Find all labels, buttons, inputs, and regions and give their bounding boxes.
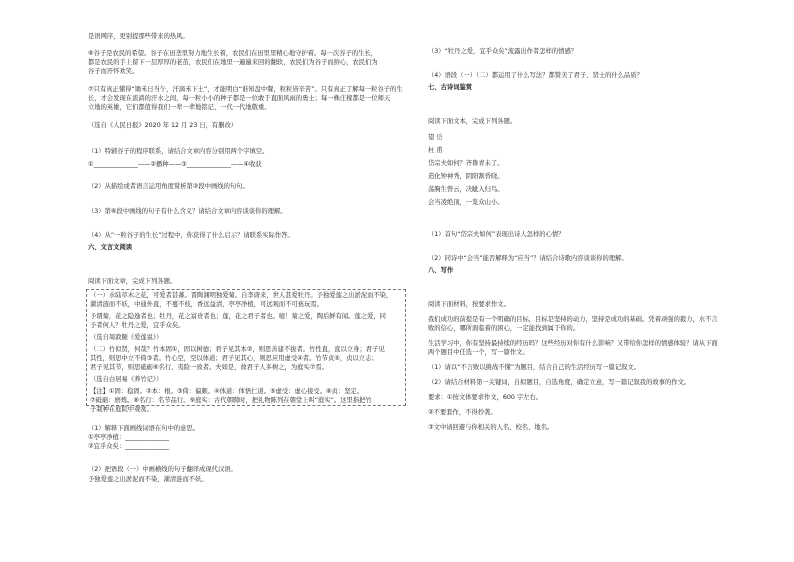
question: （2）同诗中“会当”能否解释为“应当”？请结合诗歌内容谈谈你的理解。	[428, 255, 628, 262]
paragraph: 立地的英雄，它们都值得我们一辈一辈地铭记、一代一代地敬重。	[88, 104, 271, 111]
question: （1）特辅谷子的程序联系，请结合文章内容分别用两个字填空。	[88, 148, 269, 155]
paragraph: 谷子而开怀欢笑。	[88, 68, 139, 75]
question: （2）从描绘或者语言运用角度赏析第②段中画线的句句。	[88, 183, 249, 190]
writing-requirement: ②不要套作，不得抄袭。	[428, 409, 497, 416]
instruction: 阅读下面材料，按要求作文。	[428, 301, 510, 308]
paragraph: ⑥谷子是农民的希望。谷子在田垄里努力地生长着，农民们在田里里精心地守护着。每一次谷子的生长，	[88, 50, 378, 57]
fill-blank: ①______________——②播种——③______________——④收获	[88, 161, 262, 168]
passage-line: 予谓菊，花之隐逸者也；牡丹，花之富贵者也；莲，花之君子者也。噫！菊之爱，陶后鲜有闻。莲之爱，同	[90, 313, 386, 320]
poem-line: 会当凌绝顶，一览众山小。	[428, 199, 504, 206]
passage-source: （选自白居易《养竹记》）	[90, 376, 163, 383]
passage-line: （二）竹似贤，何哉？竹本固①，固以树德；君子见其本②，则思善建不拔者。竹性直，直以立身；君子见	[90, 346, 385, 353]
fill-blank: ②宜乎众矣：______________	[88, 443, 170, 450]
writing-option: （1）请以“不言败以挑战不懂”为题目，结合自己的生活经历写一篇记叙文。	[428, 364, 641, 371]
paragraph: 是语网序，更别提那些带来的热风。	[88, 33, 189, 40]
paragraph: 都是农民的手上留下一层厚厚的老茧，农民们在地里一遍遍来回的翻软，农民们为谷子而拚心，农民们为	[88, 59, 378, 66]
question: （3）“牡丹之爱，宜乎众矣”流露出作者怎样的情感？	[428, 48, 578, 55]
writing-prompt: 两个题目中任选一个，写一篇作文。	[428, 349, 529, 356]
question: （4）从“一粒谷子的生长”过程中，你获得了什么启示？请联系实际作答。	[88, 232, 294, 239]
poem-line: 造化钟神秀，阴阳割昏晓。	[428, 173, 504, 180]
poem-line: 荡胸生曾云，决眦入归鸟。	[428, 186, 504, 193]
writing-prompt: 败的信心，哪所面临着的困心，一定能找到属于你的。	[428, 325, 580, 332]
section-heading: 六、文言文阅读	[88, 244, 133, 251]
section-heading: 七、古诗词鉴赏	[428, 84, 473, 91]
paragraph: ⑦只有真正懂得“锄禾日当午，汗滴禾下土”，才能明白“谁知盘中餐，粒粒皆辛苦”。只有真正了解每一粒谷子的生	[88, 86, 403, 93]
writing-prompt: 我们成功的前提是有一个明确的目标，目标是坚持的动力，坚持是成功的基础。凭着顽强的毅力，水不言	[428, 316, 718, 323]
passage-line: 濯清涟而不妖，中通外直，不蔓不枝，香远益清，亭亭净植，可远观而不可亵玩焉。	[90, 301, 323, 308]
question: （3）第⑥段中画线的句子有什么含义？请结合文章内容谈谈你的理解。	[88, 208, 287, 215]
section-heading: 八、写作	[428, 267, 454, 274]
writing-requirement: ③文中请回避与你相关的人名、校名、地名。	[428, 424, 554, 431]
source-note: （选自《人民日报》2020 年 12 月 23 日，有删改）	[88, 122, 238, 129]
passage-line: 予者何人？牡丹之爱，宜乎众矣。	[90, 322, 185, 329]
writing-requirement: 要求：①按文体要求作文，600 字左右。	[428, 394, 543, 401]
paragraph: 长，才会发现在流淌的汗水之间，每一粒小小的种子都是一位敢于直面风雨的勇士；每一株庄稼都是一位师天	[88, 95, 391, 102]
passage-line: （一）水陆草木之花，可爱者甚蕃。晋陶渊明独爱菊。自李唐来，世人甚爱牡丹。予独爱莲之出淤泥而不染，	[90, 292, 393, 299]
passage-line: 君子见其节，则思砥砺⑥名行，夷险一致者。夫如是，故君子人多树之，为庭实⑦焉。	[90, 364, 328, 371]
footnote: ⑦砥砺：磨炼。⑧名行：名节品行。⑨庭实：古代朝聘时，把礼物陈列在朝堂上叫“庭实”。这里指把竹	[90, 397, 372, 404]
question: （1）首句“岱宗夫如何”表现出诗人怎样的心情？	[428, 231, 565, 238]
poem-author: 杜 甫	[428, 147, 443, 154]
poem-line: 岱宗夫如何？齐鲁青未了。	[428, 160, 504, 167]
translation-sentence: 予独爱莲之出淤泥而不染，濯清涟而不妖。	[88, 476, 208, 483]
writing-prompt: 生活学习中，你有坚持最持续的经历吗？这些经历对你有什么影响？又带给你怎样的情感体验？请从下面	[428, 340, 718, 347]
question: （2）把语段（一）中画横线的句子翻译成现代汉语。	[88, 466, 237, 473]
question: （4）语段（一）（二）都运用了什么写法？都赞美了君子、贤士的什么品质？	[428, 72, 643, 79]
instruction: 阅读下面文本，完成下列各题。	[428, 118, 517, 125]
passage-line: 其性，则思中立不倚③者。竹心空，空以体道；君子见其心，则思应用虚受④者。竹节贞⑤，贞以立志；	[90, 355, 378, 362]
footnote: 【注】①固：稳固。②本：根。③倚：偏颇。④体道：体悟仁道。⑤虚受：虚心接受。⑥贞：坚定。	[90, 388, 364, 395]
poem-title: 望 岳	[428, 134, 443, 141]
fill-blank: ①亭亭净植：______________	[88, 434, 170, 441]
writing-option: （2）请结合材料第一关键词，自拟题目，自选角度，确定立意，写一篇记叙我的故事的作文。	[428, 379, 691, 386]
instruction: 阅读下面文章，完成下列各题。	[88, 278, 177, 285]
passage-source: （选自周敦颐《爱莲说》）	[90, 334, 163, 341]
footnote: 子栽种在庭院中观赏。	[90, 406, 153, 413]
question: （1）解释下面画线词语在句中的意思。	[88, 425, 200, 432]
